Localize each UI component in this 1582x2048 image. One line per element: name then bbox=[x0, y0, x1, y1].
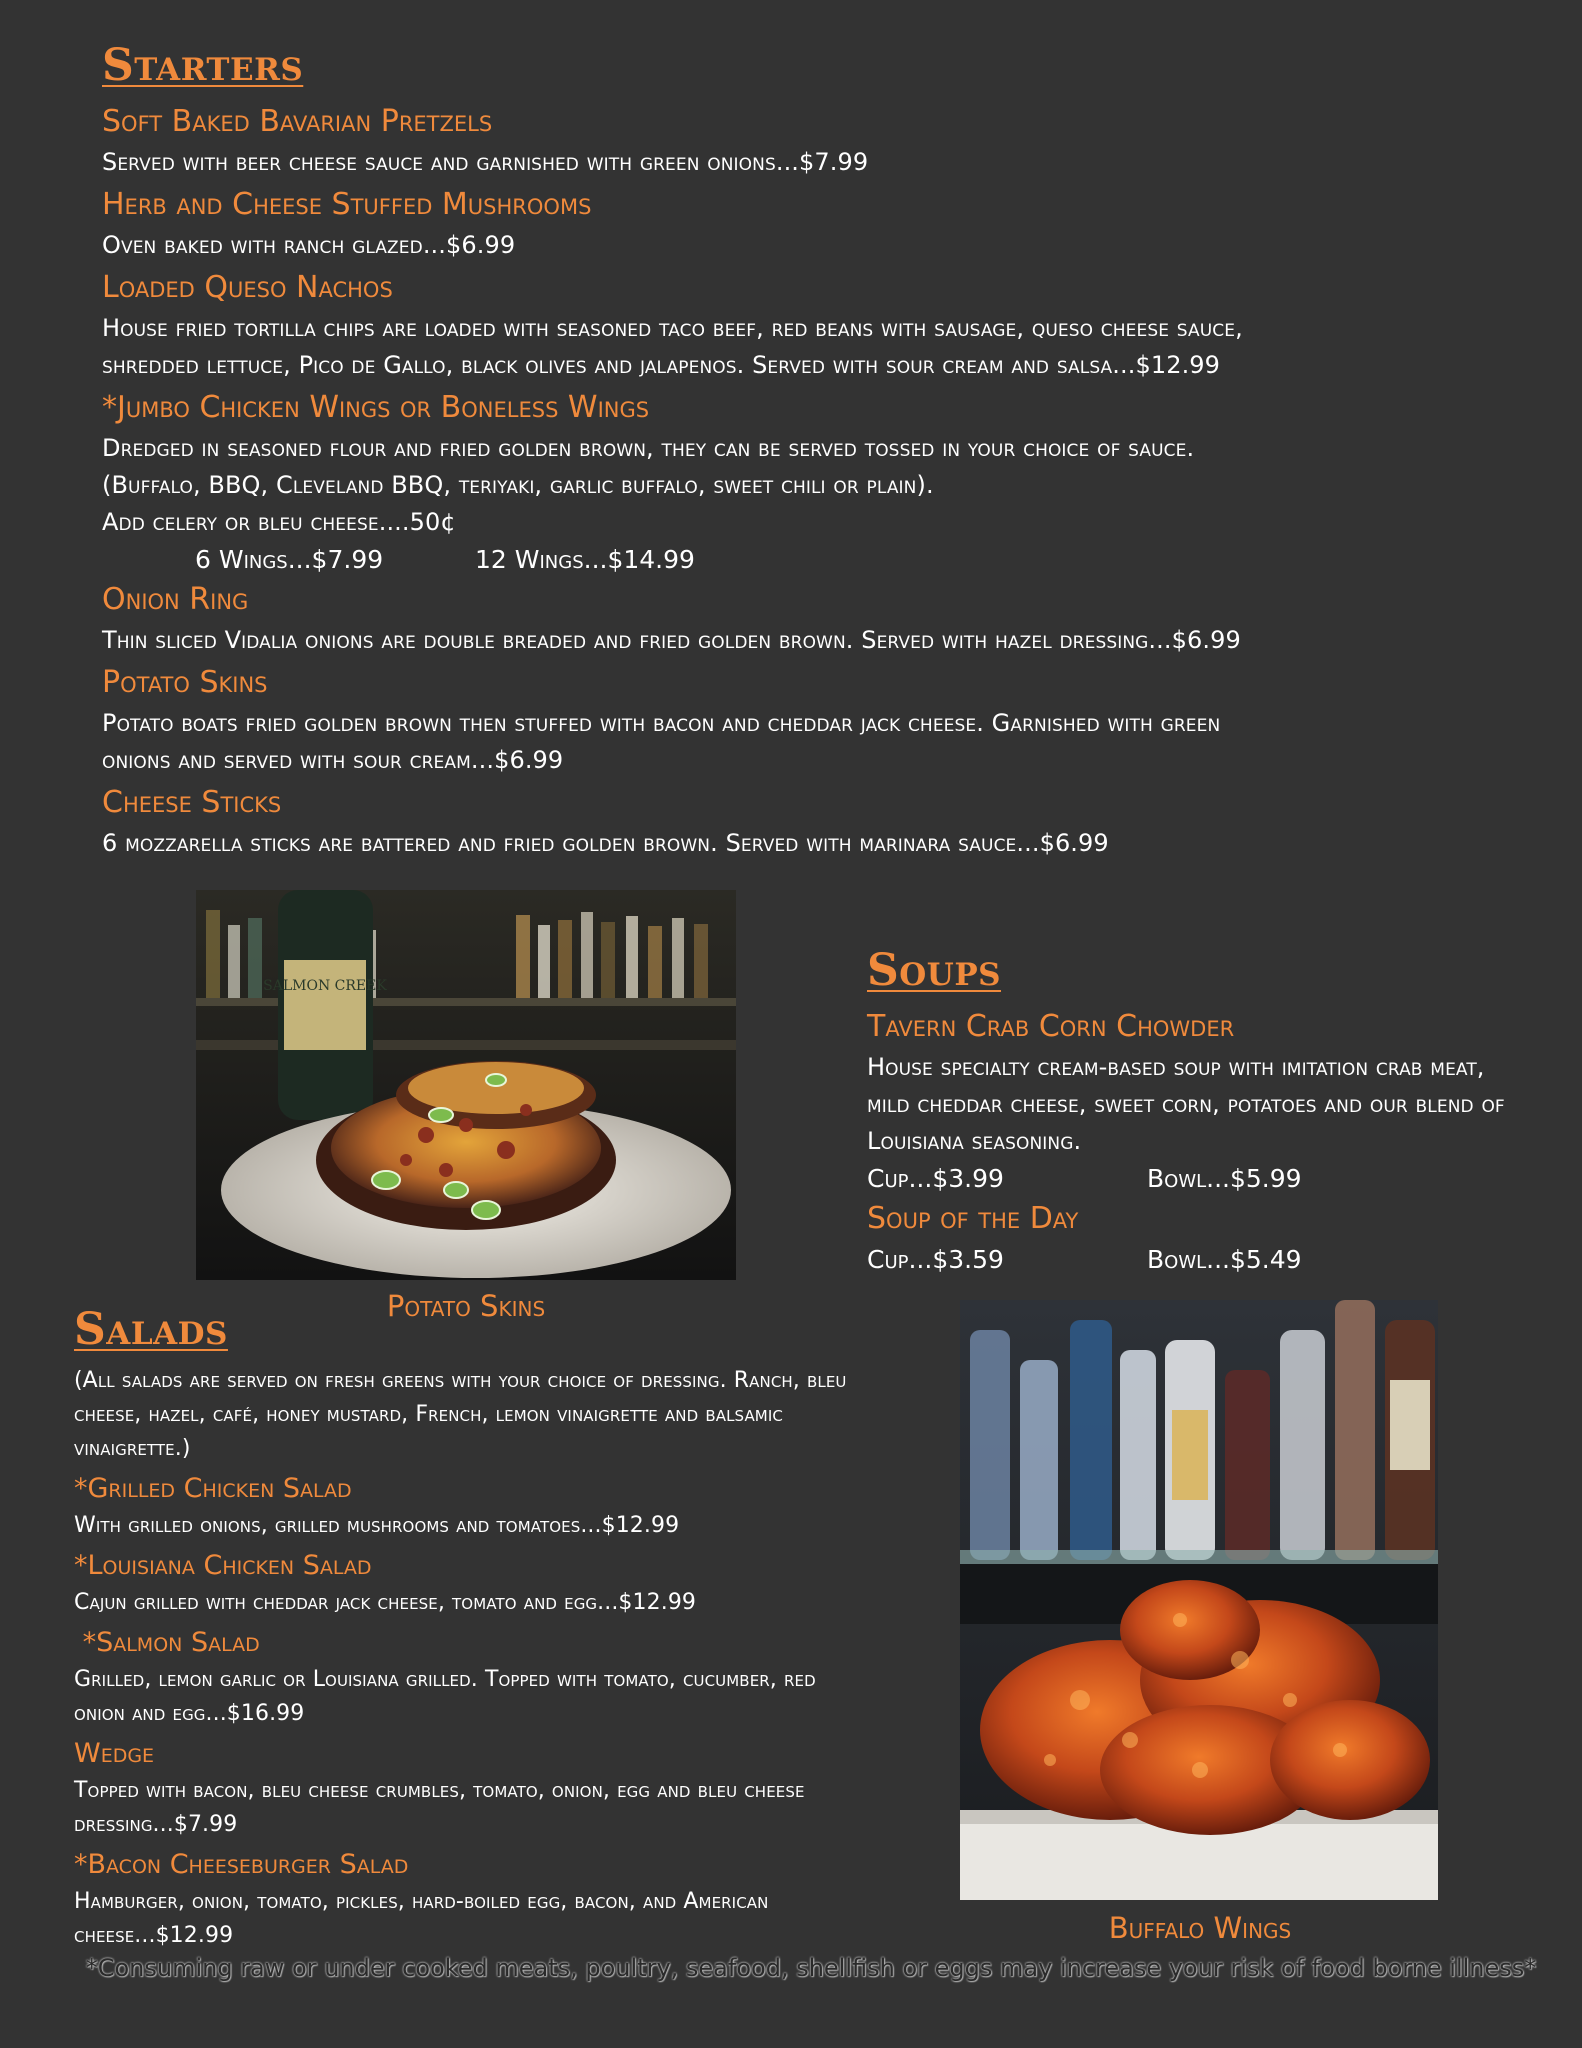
menu-item bbox=[102, 781, 1402, 862]
item-description: Topped with bacon, bleu cheese crumbles, tomato, onion, egg and bleu cheese bbox=[74, 1778, 805, 1803]
salads-heading: Salads bbox=[74, 1304, 228, 1355]
item-name: *Louisiana Chicken Salad bbox=[74, 1550, 372, 1581]
salads-intro: cheese, hazel, café, honey mustard, French, lemon vinaigrette and balsamic bbox=[74, 1402, 783, 1427]
item-name: Onion Ring bbox=[102, 582, 249, 617]
bottle-label-text: SALMON CREEK bbox=[263, 978, 387, 994]
item-description: Potato boats fried golden brown then stuffed with bacon and cheddar jack cheese. Garnished with green bbox=[102, 709, 1221, 737]
item-description: onion and egg...$16.99 bbox=[74, 1701, 305, 1726]
item-name: Potato Skins bbox=[102, 665, 268, 700]
menu-item bbox=[102, 183, 1402, 264]
item-description: Grilled, lemon garlic or Louisiana grilled. Topped with tomato, cucumber, red bbox=[74, 1667, 816, 1692]
wing-prices bbox=[102, 541, 1402, 578]
item-description: onions and served with sour cream...$6.99 bbox=[102, 746, 564, 774]
menu-item bbox=[102, 661, 1402, 779]
item-description: (Buffalo, BBQ, Cleveland BBQ, teriyaki, garlic buffalo, sweet chili or plain). bbox=[102, 471, 934, 499]
item-description: Hamburger, onion, tomato, pickles, hard-boiled egg, bacon, and American bbox=[74, 1889, 769, 1914]
menu-item bbox=[74, 1622, 914, 1731]
item-description: mild cheddar cheese, sweet corn, potatoes and our blend of bbox=[867, 1090, 1505, 1118]
menu-item bbox=[867, 1197, 1547, 1278]
item-name: *Jumbo Chicken Wings or Boneless Wings bbox=[102, 390, 650, 425]
item-description: Oven baked with ranch glazed...$6.99 bbox=[102, 231, 516, 259]
item-name: *Salmon Salad bbox=[74, 1627, 260, 1658]
soup-prices bbox=[867, 1160, 1547, 1197]
menu-item bbox=[867, 1005, 1547, 1197]
item-description: cheese...$12.99 bbox=[74, 1923, 234, 1948]
salads-intro: (All salads are served on fresh greens with your choice of dressing. Ranch, bleu bbox=[74, 1368, 847, 1393]
price-6-wings: 6 Wings...$7.99 bbox=[195, 545, 384, 574]
menu-item bbox=[102, 386, 1402, 578]
potato-skins-caption: Potato Skins bbox=[386, 1289, 546, 1323]
menu-item bbox=[102, 266, 1402, 384]
item-name: Wedge bbox=[74, 1738, 155, 1769]
item-name: Soup of the Day bbox=[867, 1201, 1079, 1236]
item-name: Soft Baked Bavarian Pretzels bbox=[102, 104, 493, 139]
item-name: Loaded Queso Nachos bbox=[102, 270, 393, 305]
item-description: Cajun grilled with cheddar jack cheese, tomato and egg...$12.99 bbox=[74, 1590, 697, 1615]
soup-prices bbox=[867, 1241, 1547, 1278]
item-description: shredded lettuce, Pico de Gallo, black olives and jalapenos. Served with sour cream and salsa...$12.99 bbox=[102, 351, 1221, 379]
menu-item bbox=[102, 100, 1402, 181]
price-bowl: Bowl...$5.49 bbox=[1147, 1245, 1302, 1274]
item-description: 6 mozzarella sticks are battered and fried golden brown. Served with marinara sauce...$6.99 bbox=[102, 829, 1109, 857]
food-safety-disclaimer: *Consuming raw or under cooked meats, poultry, seafood, shellfish or eggs may increase your risk of food borne illness* bbox=[85, 1954, 1537, 1982]
potato-skins-image bbox=[196, 890, 736, 1280]
item-description: Louisiana seasoning. bbox=[867, 1127, 1082, 1155]
item-name: *Bacon Cheeseburger Salad bbox=[74, 1849, 409, 1880]
item-description: Served with beer cheese sauce and garnished with green onions...$7.99 bbox=[102, 148, 869, 176]
soups-section bbox=[867, 943, 1547, 1278]
buffalo-wings-image bbox=[960, 1300, 1438, 1900]
item-description: With grilled onions, grilled mushrooms and tomatoes...$12.99 bbox=[74, 1513, 680, 1538]
salads-section bbox=[74, 1302, 914, 1955]
soups-heading: Soups bbox=[867, 945, 1002, 996]
starters-heading: Starters bbox=[102, 40, 304, 91]
item-description: Add celery or bleu cheese....50¢ bbox=[102, 508, 456, 536]
item-description: Thin sliced Vidalia onions are double breaded and fried golden brown. Served with hazel dressing...$6.99 bbox=[102, 626, 1241, 654]
price-bowl: Bowl...$5.99 bbox=[1147, 1164, 1302, 1193]
item-description: Dredged in seasoned flour and fried golden brown, they can be served tossed in your choice of sauce. bbox=[102, 434, 1195, 462]
price-cup: Cup...$3.59 bbox=[867, 1245, 1004, 1274]
menu-item bbox=[102, 578, 1402, 659]
item-description: House specialty cream-based soup with imitation crab meat, bbox=[867, 1053, 1485, 1081]
potato-skins-photo bbox=[196, 890, 736, 1280]
item-name: Cheese Sticks bbox=[102, 785, 282, 820]
item-description: dressing...$7.99 bbox=[74, 1812, 238, 1837]
menu-item bbox=[74, 1468, 914, 1543]
price-cup: Cup...$3.99 bbox=[867, 1164, 1004, 1193]
starters-section bbox=[102, 38, 1402, 864]
item-description: House fried tortilla chips are loaded with seasoned taco beef, red beans with sausage, queso cheese sauce, bbox=[102, 314, 1243, 342]
menu-item bbox=[74, 1733, 914, 1842]
price-12-wings: 12 Wings...$14.99 bbox=[475, 545, 695, 574]
item-name: Tavern Crab Corn Chowder bbox=[867, 1009, 1235, 1044]
buffalo-wings-photo bbox=[960, 1300, 1438, 1900]
item-name: *Grilled Chicken Salad bbox=[74, 1473, 352, 1504]
item-name: Herb and Cheese Stuffed Mushrooms bbox=[102, 187, 592, 222]
salads-intro: vinaigrette.) bbox=[74, 1436, 191, 1461]
menu-item bbox=[74, 1545, 914, 1620]
buffalo-wings-caption: Buffalo Wings bbox=[1108, 1911, 1292, 1945]
menu-item bbox=[74, 1844, 914, 1953]
